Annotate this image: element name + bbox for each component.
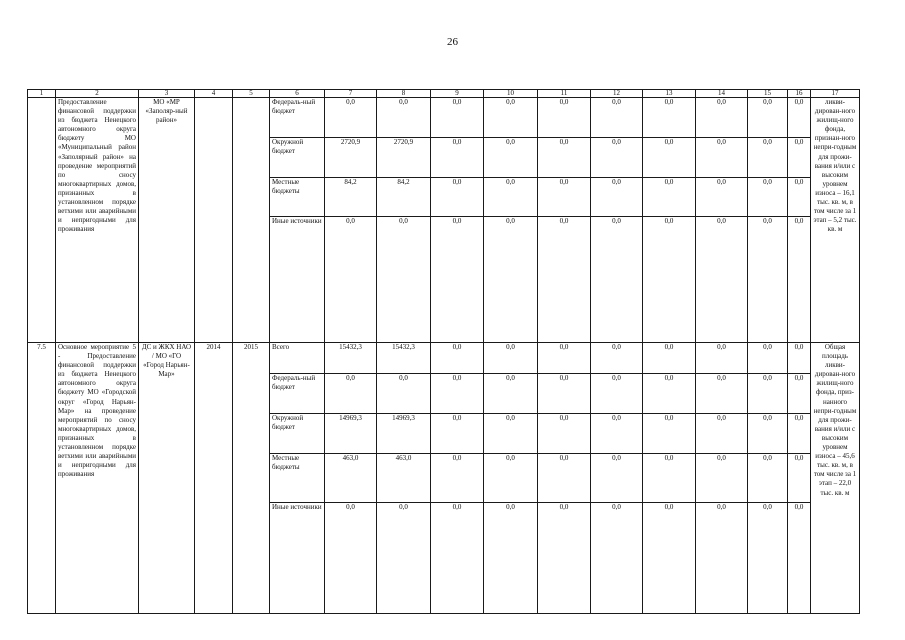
amount-cell: 0,0 [643, 217, 696, 343]
executor-cell: МО «МР «Заполяр-ный район» [139, 98, 195, 343]
amount-cell: 0,0 [696, 98, 748, 138]
amount-cell: 0,0 [377, 217, 431, 343]
amount-cell: 0,0 [591, 178, 643, 217]
table-row [28, 343, 860, 374]
amount-cell: 0,0 [431, 343, 484, 374]
column-header: 10 [484, 90, 538, 98]
column-header: 3 [139, 90, 195, 98]
amount-cell: 0,0 [788, 374, 811, 414]
amount-cell: 0,0 [748, 98, 788, 138]
activity-description: Основное мероприятие 5 - Предоставление финансовой поддержки из бюджета Ненецкого автономного округа бюджету МО «Городской округ «Город Нарьян-Мар» на проведение мероприятий по сносу многоквартирных домов, признанных в установленном порядке ветхими или аварийными и непригодными для проживания [56, 343, 139, 614]
amount-cell: 0,0 [643, 138, 696, 178]
column-header: 15 [748, 90, 788, 98]
amount-cell: 0,0 [643, 503, 696, 614]
amount-cell: 0,0 [788, 454, 811, 503]
amount-cell: 0,0 [538, 414, 591, 454]
funding-source-cell: Иные источники [270, 217, 325, 343]
amount-cell: 463,0 [377, 454, 431, 503]
amount-cell: 0,0 [431, 98, 484, 138]
amount-cell: 15432,3 [377, 343, 431, 374]
amount-cell: 0,0 [788, 217, 811, 343]
program-table [27, 89, 860, 614]
column-header: 13 [643, 90, 696, 98]
amount-cell: 0,0 [325, 374, 377, 414]
column-header: 8 [377, 90, 431, 98]
item-number [28, 98, 56, 343]
amount-cell: 0,0 [788, 503, 811, 614]
start-year-cell [195, 98, 233, 343]
amount-cell: 0,0 [538, 138, 591, 178]
funding-source-cell: Окружной бюджет [270, 138, 325, 178]
amount-cell: 0,0 [484, 178, 538, 217]
amount-cell: 0,0 [325, 98, 377, 138]
amount-cell: 0,0 [591, 217, 643, 343]
amount-cell: 0,0 [377, 98, 431, 138]
amount-cell: 84,2 [377, 178, 431, 217]
amount-cell: 0,0 [484, 414, 538, 454]
table-body [28, 90, 860, 614]
column-header: 14 [696, 90, 748, 98]
amount-cell: 0,0 [696, 138, 748, 178]
amount-cell: 0,0 [591, 374, 643, 414]
amount-cell: 0,0 [788, 178, 811, 217]
funding-source-cell: Окружной бюджет [270, 414, 325, 454]
column-header: 7 [325, 90, 377, 98]
funding-source-cell: Всего [270, 343, 325, 374]
amount-cell: 0,0 [643, 178, 696, 217]
amount-cell: 2720,9 [377, 138, 431, 178]
amount-cell: 0,0 [377, 503, 431, 614]
funding-source-cell: Местные бюджеты [270, 454, 325, 503]
amount-cell: 0,0 [538, 374, 591, 414]
amount-cell: 0,0 [325, 503, 377, 614]
column-header: 12 [591, 90, 643, 98]
amount-cell: 0,0 [484, 374, 538, 414]
amount-cell: 0,0 [748, 178, 788, 217]
item-number: 7.5 [28, 343, 56, 614]
amount-cell: 0,0 [538, 217, 591, 343]
amount-cell: 0,0 [484, 343, 538, 374]
amount-cell: 0,0 [748, 374, 788, 414]
amount-cell: 0,0 [591, 98, 643, 138]
amount-cell: 14969,3 [377, 414, 431, 454]
amount-cell: 0,0 [748, 217, 788, 343]
amount-cell: 463,0 [325, 454, 377, 503]
executor-cell: ДС и ЖКХ НАО / МО «ГО «Город Нарьян-Мар» [139, 343, 195, 614]
amount-cell: 0,0 [484, 217, 538, 343]
result-indicator-cell: ликви-дирован-ного жилищ-ного фонда, признан-ного непри-годным для прожи-вания и/или с высоким уровнем износа – 16,1 тыс. кв. м, в том числе за 1 этап – 5,2 тыс. кв. м [811, 98, 860, 343]
end-year-cell: 2015 [233, 343, 270, 614]
amount-cell: 0,0 [748, 414, 788, 454]
amount-cell: 15432,3 [325, 343, 377, 374]
amount-cell: 0,0 [591, 503, 643, 614]
funding-source-cell: Иные источники [270, 503, 325, 614]
column-header: 11 [538, 90, 591, 98]
funding-source-cell: Федераль-ный бюджет [270, 98, 325, 138]
amount-cell: 0,0 [431, 374, 484, 414]
amount-cell: 0,0 [788, 138, 811, 178]
amount-cell: 0,0 [377, 374, 431, 414]
amount-cell: 0,0 [643, 343, 696, 374]
amount-cell: 0,0 [484, 454, 538, 503]
amount-cell: 0,0 [431, 414, 484, 454]
column-header: 4 [195, 90, 233, 98]
amount-cell: 0,0 [538, 503, 591, 614]
amount-cell: 0,0 [643, 374, 696, 414]
column-header: 17 [811, 90, 860, 98]
amount-cell: 0,0 [538, 454, 591, 503]
amount-cell: 0,0 [484, 138, 538, 178]
amount-cell: 14969,3 [325, 414, 377, 454]
amount-cell: 0,0 [591, 138, 643, 178]
column-header: 16 [788, 90, 811, 98]
table-row [28, 98, 860, 138]
amount-cell: 0,0 [591, 414, 643, 454]
page-number: 26 [447, 36, 458, 48]
amount-cell: 0,0 [538, 98, 591, 138]
column-header: 1 [28, 90, 56, 98]
amount-cell: 84,2 [325, 178, 377, 217]
amount-cell: 0,0 [748, 454, 788, 503]
amount-cell: 0,0 [484, 503, 538, 614]
amount-cell: 0,0 [696, 178, 748, 217]
amount-cell: 0,0 [788, 98, 811, 138]
column-header: 9 [431, 90, 484, 98]
funding-source-cell: Федераль-ный бюджет [270, 374, 325, 414]
amount-cell: 0,0 [484, 98, 538, 138]
amount-cell: 0,0 [431, 217, 484, 343]
amount-cell: 0,0 [431, 454, 484, 503]
amount-cell: 0,0 [325, 217, 377, 343]
amount-cell: 0,0 [643, 98, 696, 138]
amount-cell: 0,0 [696, 454, 748, 503]
amount-cell: 0,0 [696, 217, 748, 343]
amount-cell: 0,0 [696, 374, 748, 414]
amount-cell: 0,0 [538, 178, 591, 217]
header-row [28, 90, 860, 98]
column-header: 2 [56, 90, 139, 98]
amount-cell: 0,0 [696, 343, 748, 374]
amount-cell: 0,0 [431, 503, 484, 614]
amount-cell: 0,0 [591, 343, 643, 374]
amount-cell: 0,0 [748, 343, 788, 374]
amount-cell: 0,0 [643, 414, 696, 454]
amount-cell: 0,0 [538, 343, 591, 374]
amount-cell: 0,0 [748, 138, 788, 178]
amount-cell: 0,0 [748, 503, 788, 614]
column-header: 5 [233, 90, 270, 98]
amount-cell: 0,0 [643, 454, 696, 503]
amount-cell: 0,0 [431, 138, 484, 178]
amount-cell: 0,0 [591, 454, 643, 503]
amount-cell: 0,0 [696, 414, 748, 454]
column-header: 6 [270, 90, 325, 98]
result-indicator-cell: Общая площадь ликви-дирован-ного жилищ-ного фонда, приз-нанного непри-годным для прожи-вания и/или с высоким уровнем износа – 45,6 тыс. кв. м, в том числе за 1 этап – 22,0 тыс. кв. м [811, 343, 860, 614]
start-year-cell: 2014 [195, 343, 233, 614]
funding-source-cell: Местные бюджеты [270, 178, 325, 217]
amount-cell: 2720,9 [325, 138, 377, 178]
amount-cell: 0,0 [788, 343, 811, 374]
amount-cell: 0,0 [788, 414, 811, 454]
end-year-cell [233, 98, 270, 343]
amount-cell: 0,0 [431, 178, 484, 217]
activity-description: Предоставление финансовой поддержки из бюджета Ненецкого автономного округа бюджету МО «Муниципальный район «Заполярный район» на проведение мероприятий по сносу многоквартирных домов, признанных в установленном порядке ветхими или аварийными и непригодными для проживания [56, 98, 139, 343]
amount-cell: 0,0 [696, 503, 748, 614]
